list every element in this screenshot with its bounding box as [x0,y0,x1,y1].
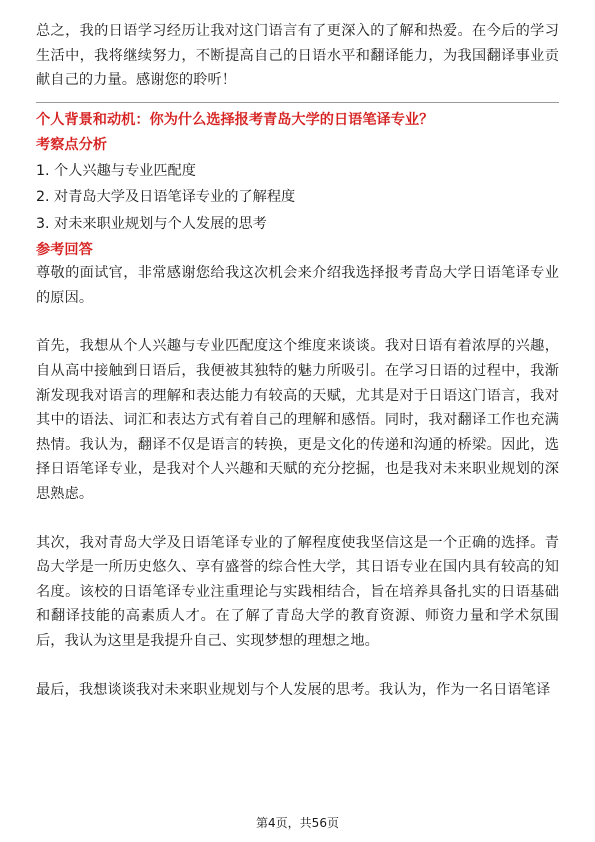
analysis-heading: 考察点分析 [36,136,107,153]
document-page [36,19,559,702]
answer-paragraph-career: 最后，我想谈谈我对未来职业规划与个人发展的思考。我认为，作为一名日语笔译 [36,681,551,698]
answer-paragraph-interest: 首先，我想从个人兴趣与专业匹配度这个维度来谈谈。我对日语有着浓厚的兴趣，自从高中接触到日语后，我便被其独特的魅力所吸引。在学习日语的过程中，我渐渐发现我对语言的理解和表达能力有较高的天赋，尤其是对于日语这门语言，我对其中的语法、词汇和表达方式有着自己的理解和感悟。同时，我对翻译工作也充满热情。我认为，翻译不仅是语言的转换，更是文化的传递和沟通的桥梁。因此，选择日语笔译专业，是我对个人兴趣和天赋的充分挖掘，也是我对未来职业规划的深思熟虑。 [36,338,559,503]
question-title: 个人背景和动机：你为什么选择报考青岛大学的日语笔译专业？ [36,111,434,128]
answer-paragraph-greeting: 尊敬的面试官，非常感谢您给我这次机会来介绍我选择报考青岛大学日语笔译专业的原因。 [36,265,559,306]
analysis-point: 1. 个人兴趣与专业匹配度 [36,162,196,179]
answer-heading: 参考回答 [36,242,93,259]
page-number: 第4页，共56页 [256,816,339,830]
section-divider [36,102,559,103]
analysis-points-list [36,158,559,238]
analysis-point: 3. 对未来职业规划与个人发展的思考 [36,215,267,232]
analysis-point: 2. 对青岛大学及日语笔译专业的了解程度 [36,189,296,206]
answer-paragraph-university: 其次，我对青岛大学及日语笔译专业的了解程度使我坚信这是一个正确的选择。青岛大学是一所历史悠久、享有盛誉的综合性大学，其日语专业在国内具有较高的知名度。该校的日语笔译专业注重理论与实践相结合，旨在培养具备扎实的日语基础和翻译技能的高素质人才。在了解了青岛大学的教育资源、师资力量和学术氛围后，我认为这里是我提升自己、实现梦想的理想之地。 [36,534,559,649]
intro-paragraph: 总之，我的日语学习经历让我对这门语言有了更深入的了解和热爱。在今后的学习生活中，我将继续努力，不断提高自己的日语水平和翻译能力，为我国翻译事业贡献自己的力量。感谢您的聆听！ [36,23,559,89]
